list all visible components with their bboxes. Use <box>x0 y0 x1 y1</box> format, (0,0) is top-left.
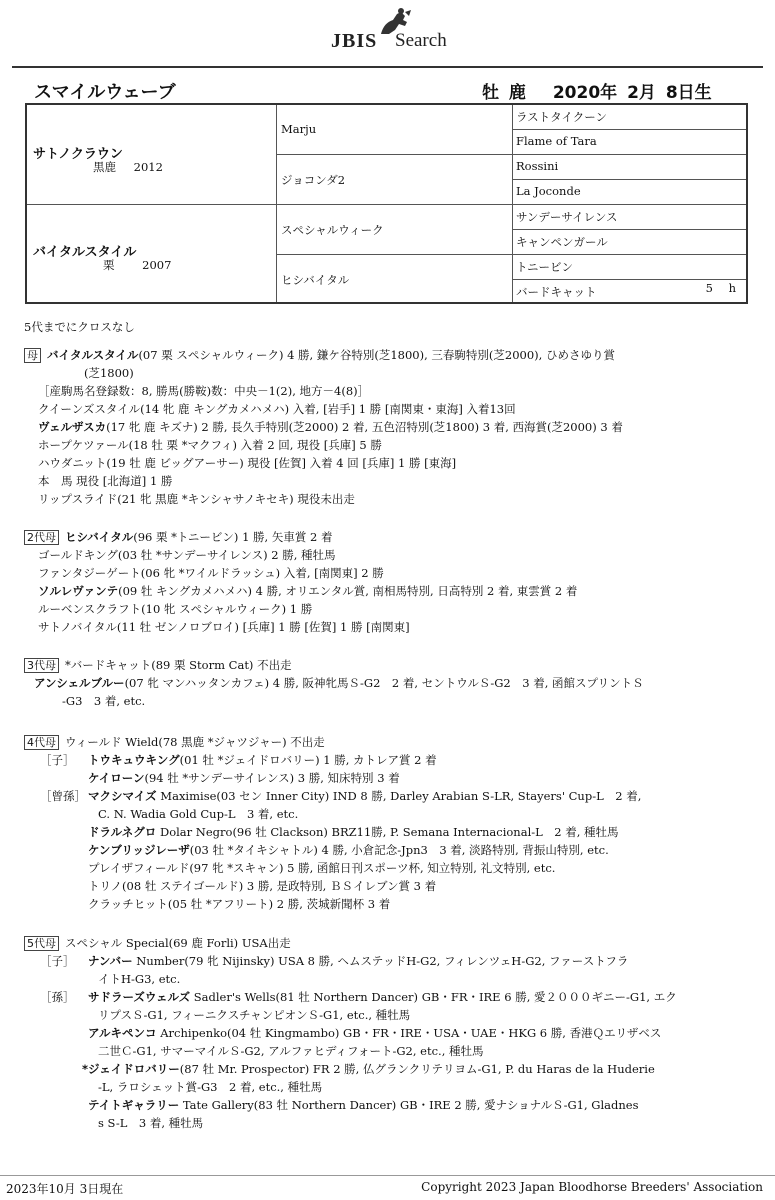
record-line <box>40 988 677 1006</box>
record-text: *バードキャット(89 栗 Storm Cat) 不出走 <box>65 658 292 672</box>
pedigree-g3-name: Rossini <box>516 159 559 173</box>
pedigree-g2-cell[interactable] <box>277 105 513 155</box>
jbis-logo[interactable] <box>325 8 465 54</box>
record-line <box>88 1024 661 1042</box>
record-text: クイーンズスタイル(14 牝 鹿 キングカメハメハ) 入着, [岩手] 1 勝 [南関東・東海] 入着13回 <box>38 402 516 416</box>
horse-link[interactable]: ソルレヴァンテ <box>38 584 119 598</box>
relation-label: ［曾孫］ <box>40 789 86 803</box>
pedigree-g3-name: La Joconde <box>516 184 581 198</box>
horse-name: スマイルウェーブ <box>34 82 176 103</box>
pedigree-g2-cell[interactable] <box>277 255 513 302</box>
record-line <box>98 1006 410 1024</box>
pedigree-g3-name: バードキャット <box>516 285 597 299</box>
record-line <box>98 970 180 988</box>
pedigree-g3-cell[interactable] <box>513 180 746 205</box>
record-line <box>38 564 384 582</box>
horse-link[interactable]: トウキュウキング <box>88 753 180 767</box>
pedigree-g2-cell[interactable] <box>277 205 513 255</box>
logo-search-text: Search <box>395 30 447 51</box>
record-line <box>88 895 390 913</box>
pedigree-g3-name: Flame of Tara <box>516 134 597 148</box>
dam-name: バイタルスタイル <box>33 245 137 260</box>
record-text: Dolar Negro(96 牡 Clackson) BRZ11勝, P. Semana Internacional-L 2 着, 種牡馬 <box>156 825 619 839</box>
pedigree-g2-name: ジョコンダ2 <box>281 173 346 187</box>
record-line <box>40 751 437 769</box>
record-line <box>34 674 644 692</box>
record-line <box>88 823 619 841</box>
pedigree-g3-name: サンデーサイレンス <box>516 210 618 224</box>
record-text: ハウダニット(19 牡 鹿 ビッグアーサー) 現役 [佐賀] 入着 4 回 [兵庫] 1 勝 [東海] <box>38 456 457 470</box>
horse-link[interactable]: アンシェルブルー <box>34 676 125 690</box>
record-line <box>38 600 312 618</box>
record-text: Archipenko(04 牡 Kingmambo) GB・FR・IRE・USA・UAE・HKG 6 勝, 香港Ｑエリザベス <box>156 1026 662 1040</box>
pedigree-g3-cell[interactable] <box>513 255 746 280</box>
horse-link[interactable]: ドラルネグロ <box>88 825 157 839</box>
dam-info: 栗 2007 <box>103 258 172 272</box>
record-line <box>98 1042 484 1060</box>
record-line <box>98 1114 203 1132</box>
record-text: 本 馬 現役 [北海道] 1 勝 <box>38 474 173 488</box>
record-text: Tate Gallery(83 牡 Northern Dancer) GB・IRE 2 勝, 愛ナショナルＳ-G1, Gladnes <box>179 1098 639 1112</box>
record-line <box>88 877 436 895</box>
record-text: (09 牡 キングカメハメハ) 4 勝, オリエンタル賞, 南相馬特別, 日高特別 2 着, 東雲賞 2 着 <box>118 584 578 598</box>
record-line <box>38 582 577 600</box>
generation-tag: 5代母 <box>24 936 59 951</box>
record-text: C. N. Wadia Gold Cup-L 3 着, etc. <box>98 807 299 821</box>
record-text: (03 牡 *タイキシャトル) 4 勝, 小倉記念-Jpn3 3 着, 淡路特別, 背振山特別, etc. <box>189 843 609 857</box>
record-text: リプスＳ-G1, フィーニクスチャンピオンＳ-G1, etc., 種牡馬 <box>98 1008 411 1022</box>
record-text: ゴールドキング(03 牡 *サンデーサイレンス) 2 勝, 種牡馬 <box>38 548 336 562</box>
horse-link[interactable]: *ジェイドロバリー <box>82 1062 180 1076</box>
generation-count: 5 h <box>705 281 742 295</box>
footer-copyright: Copyright 2023 Japan Bloodhorse Breeders' Association <box>421 1180 763 1194</box>
record-line <box>38 418 623 436</box>
record-text: ホープケツァール(18 牡 栗 *マクフィ) 入着 2 回, 現役 [兵庫] 5 勝 <box>38 438 382 452</box>
horse-link[interactable]: ナンバー <box>88 954 133 968</box>
record-line <box>38 618 410 636</box>
pedigree-g3-cell[interactable] <box>513 205 746 230</box>
dam-cell[interactable] <box>27 205 277 302</box>
record-line <box>88 769 400 787</box>
record-line <box>38 546 336 564</box>
sire-cell[interactable] <box>27 105 277 205</box>
horse-info: 牡 鹿 2020年 2月 8日生 <box>482 83 712 103</box>
record-line <box>88 859 555 877</box>
footer-date: 2023年10月 3日現在 <box>6 1182 124 1196</box>
record-line <box>38 472 172 490</box>
relation-label: ［子］ <box>40 954 75 968</box>
record-text: 二世Ｃ-G1, サマーマイルＳ-G2, アルファヒディフォート-G2, etc., 種牡馬 <box>98 1044 484 1058</box>
record-text: サトノバイタル(11 牡 ゼンノロブロイ) [兵庫] 1 勝 [佐賀] 1 勝 [南関東] <box>38 620 410 634</box>
generation-tag: 母 <box>24 348 41 363</box>
record-text: スペシャル Special(69 鹿 Forli) USA出走 <box>65 936 291 950</box>
horse-link[interactable]: ヴェルザスカ <box>38 420 107 434</box>
pedigree-g3-cell[interactable] <box>513 105 746 130</box>
horse-link[interactable]: アルキペンコ <box>88 1026 157 1040</box>
record-text: リップスライド(21 牝 黒鹿 *キンシャサノキセキ) 現役未出走 <box>38 492 355 506</box>
relation-label: ［子］ <box>40 753 75 767</box>
generation-tag: 2代母 <box>24 530 59 545</box>
cross-note: 5代までにクロスなし <box>24 320 135 334</box>
logo-jbis-text: JBIS <box>331 30 378 52</box>
record-text: s S-L 3 着, 種牡馬 <box>98 1116 204 1130</box>
pedigree-g3-cell[interactable] <box>513 230 746 255</box>
record-text: (87 牡 Mr. Prospector) FR 2 勝, 仏グランクリテリヨム-G1, P. du Haras de la Huderie <box>179 1062 655 1076</box>
record-line <box>88 1096 638 1114</box>
pedigree-g3-cell[interactable] <box>513 280 746 302</box>
section-heading-line <box>24 934 291 952</box>
record-line <box>98 805 298 823</box>
record-text: (96 栗 *トニービン) 1 勝, 矢車賞 2 着 <box>133 530 333 544</box>
section-heading-line <box>24 733 325 751</box>
record-line <box>38 436 382 454</box>
pedigree-g2-name: スペシャルウィーク <box>281 223 384 237</box>
record-line <box>40 787 641 805</box>
record-line <box>82 1060 655 1078</box>
pedigree-g2-name: Marju <box>281 122 317 136</box>
record-text: ウィールド Wield(78 黒鹿 *ジャツジャー) 不出走 <box>65 735 325 749</box>
record-text: (07 栗 スペシャルウィーク) 4 勝, 鎌ケ谷特別(芝1800), 三春駒特別(芝2000), ひめさゆり賞 <box>138 348 615 362</box>
sire-info: 黒鹿 2012 <box>93 160 163 174</box>
record-text: (07 牝 マンハッタンカフェ) 4 勝, 阪神牝馬Ｓ-G2 2 着, セントウルＳ-G2 3 着, 函館スプリントＳ <box>124 676 644 690</box>
pedigree-g3-name: キャンペンガール <box>516 235 608 249</box>
pedigree-table <box>25 103 748 304</box>
horse-link[interactable]: バイタルスタイル <box>47 348 139 362</box>
horse-link[interactable]: ケンブリッジレーザ <box>88 843 190 857</box>
pedigree-g3-name: トニービン <box>516 260 574 274</box>
record-text: (01 牡 *ジェイドロバリー) 1 勝, カトレア賞 2 着 <box>179 753 437 767</box>
record-text: Sadler's Wells(81 牡 Northern Dancer) GB・FR・IRE 6 勝, 愛２０００ギニー-G1, エク <box>190 990 677 1004</box>
pedigree-g3-cell[interactable] <box>513 130 746 155</box>
record-text: (17 牝 鹿 キズナ) 2 勝, 長久手特別(芝2000) 2 着, 五色沼特別(芝1800) 3 着, 西海賞(芝2000) 3 着 <box>106 420 623 434</box>
record-text: プレイザフィールド(97 牝 *スキャン) 5 勝, 函館日刊スポーツ杯, 知立特別, 礼文特別, etc. <box>88 861 556 875</box>
footer-divider <box>0 1175 775 1176</box>
record-text: ルーベンスクラフト(10 牝 スペシャルウィーク) 1 勝 <box>38 602 313 616</box>
record-text: (94 牡 *サンデーサイレンス) 3 勝, 知床特別 3 着 <box>144 771 400 785</box>
record-line <box>88 841 609 859</box>
record-text: -G3 3 着, etc. <box>62 694 146 708</box>
record-line <box>84 364 134 382</box>
record-text: イトH-G3, etc. <box>98 972 181 986</box>
pedigree-g2-name: ヒシバイタル <box>281 273 350 287</box>
record-line <box>98 1078 322 1096</box>
pedigree-g3-cell[interactable] <box>513 155 746 180</box>
sire-name: サトノクラウン <box>33 147 123 162</box>
record-line <box>62 692 145 710</box>
horse-link[interactable]: テイトギャラリー <box>88 1098 180 1112</box>
record-line <box>38 490 355 508</box>
record-text: -L, ラロシェット賞-G3 2 着, etc., 種牡馬 <box>98 1080 323 1094</box>
record-text: ［産駒馬名登録数：8, 勝馬(勝鞍)数：中央－1(2), 地方－4(8)］ <box>38 384 370 398</box>
record-line <box>38 400 516 418</box>
pedigree-g3-name: ラストタイクーン <box>516 110 607 124</box>
header-divider <box>12 66 763 68</box>
horse-link[interactable]: マクシマイズ <box>88 789 157 803</box>
record-text: Number(79 牝 Nijinsky) USA 8 勝, ヘムステッドH-G2, フィレンツェH-G2, ファーストフラ <box>132 954 629 968</box>
section-heading-line <box>24 346 615 364</box>
record-text: Maximise(03 セン Inner City) IND 8 勝, Darley Arabian S-LR, Stayers' Cup-L 2 着, <box>156 789 642 803</box>
horse-link[interactable]: ケイローン <box>88 771 145 785</box>
record-line <box>38 454 456 472</box>
generation-tag: 4代母 <box>24 735 59 750</box>
record-text: クラッチヒット(05 牡 *アフリート) 2 勝, 茨城新聞杯 3 着 <box>88 897 391 911</box>
section-heading-line <box>24 528 332 546</box>
record-line <box>38 382 369 400</box>
record-text: トリノ(08 牡 ステイゴールド) 3 勝, 是政特別, ＢＳイレブン賞 3 着 <box>88 879 437 893</box>
section-heading-line <box>24 656 292 674</box>
pedigree-g2-cell[interactable] <box>277 155 513 205</box>
horse-link[interactable]: ヒシバイタル <box>65 530 134 544</box>
relation-label: ［孫］ <box>40 990 75 1004</box>
record-text: (芝1800) <box>84 366 134 380</box>
record-line <box>40 952 628 970</box>
horse-link[interactable]: サドラーズウェルズ <box>88 990 191 1004</box>
generation-tag: 3代母 <box>24 658 59 673</box>
record-text: ファンタジーゲート(06 牝 *ワイルドラッシュ) 入着, [南関東] 2 勝 <box>38 566 384 580</box>
